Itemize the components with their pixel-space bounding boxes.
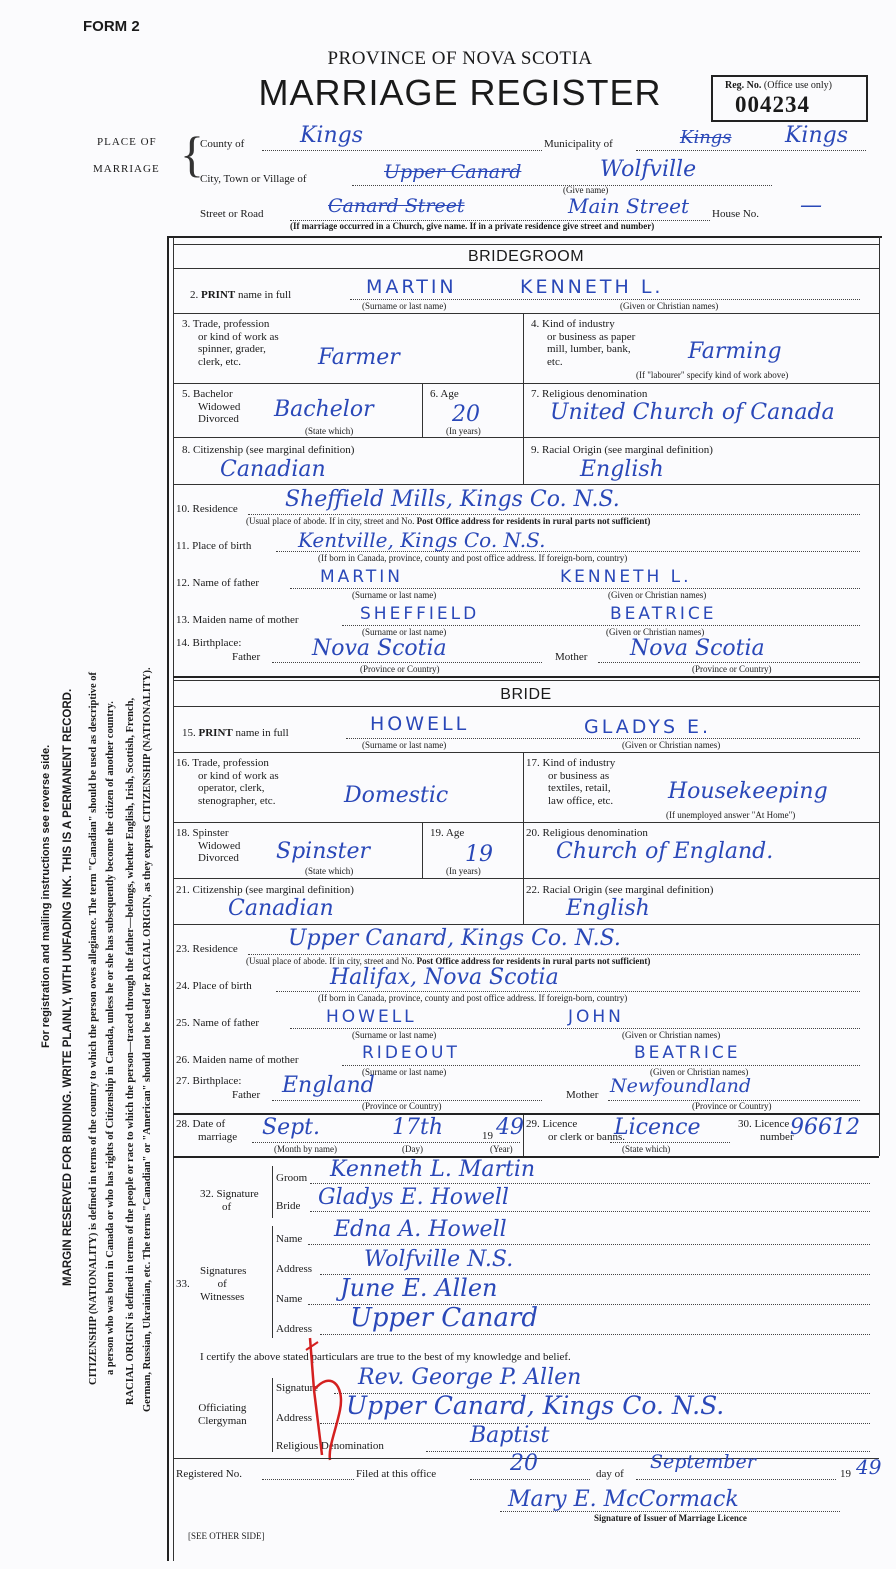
groom-trade-label-4: clerk, etc.	[198, 355, 242, 368]
groom-bp-mother-caption: (Province or Country)	[692, 664, 772, 674]
bride-industry-label-3: textiles, retail,	[548, 782, 611, 794]
groom-industry-label-1: 4. Kind of industry	[531, 318, 615, 330]
margin-def-4: German, Russian, Ukrainian, etc. The terms "Canadian" or "American" should not be used for RACIAL ORIGIN, as they express CITIZENSHIP (NATIONALITY).	[142, 667, 153, 1412]
bridegroom-heading: BRIDEGROOM	[467, 248, 585, 265]
clergy-label-2: Clergyman	[198, 1415, 247, 1427]
clergy-address: Upper Canard, Kings Co. N.S.	[346, 1391, 725, 1420]
groom-name-label: name in full	[237, 289, 292, 301]
clergy-label-1: Officiating	[198, 1402, 247, 1414]
bride-status-label-2: Widowed	[198, 839, 241, 852]
bride-mother-label: 26. Maiden name of mother	[176, 1054, 299, 1066]
bride-father-given: JOHN	[568, 1007, 624, 1027]
bride-given: GLADYS E.	[584, 716, 712, 738]
groom-mother-given-caption: (Given or Christian names)	[606, 627, 705, 637]
groom-industry-label-3: mill, lumber, bank,	[547, 343, 631, 355]
groom-given: KENNETH L.	[520, 276, 664, 298]
form-label: FORM 2	[83, 18, 140, 35]
reg-office-note: (Office use only)	[763, 80, 833, 91]
groom-mother-surname-caption: (Surname or last name)	[362, 627, 447, 637]
bride-name-print: PRINT	[198, 727, 233, 739]
bride-sig-label: Bride	[276, 1200, 301, 1212]
city-struck: Upper Canard	[384, 161, 522, 183]
bride-trade-label-2: or kind of work as	[198, 769, 279, 782]
groom-name-num: 2.	[190, 289, 199, 301]
bride-age-label: 19. Age	[430, 827, 465, 839]
groom-industry-label-4: etc.	[547, 355, 563, 368]
bride-status-caption: (State which)	[305, 866, 354, 876]
bride-residence-caption-bold: Post Office address for residents in rural parts not sufficient)	[416, 956, 651, 966]
bride-residence: Upper Canard, Kings Co. N.S.	[288, 926, 621, 951]
house-value: —	[800, 193, 822, 218]
margin-def-2: a person who was born in Canada or who has rights of Citizenship in Canada, unless he or she has subsequently become the citizen of another country.	[105, 701, 116, 1375]
registered-label: Registered No.	[176, 1468, 242, 1480]
bride-industry: Housekeeping	[668, 779, 828, 804]
bride-industry-caption: (If unemployed answer "At Home")	[666, 810, 796, 820]
bride-bp-mother-caption: (Province or Country)	[692, 1101, 772, 1111]
groom-status-label-1: 5. Bachelor	[182, 388, 233, 400]
house-label: House No.	[712, 208, 760, 220]
issuer-signature: Mary E. McCormack	[508, 1487, 739, 1512]
groom-industry: Farming	[688, 339, 782, 364]
bride-bp-mother-label: Mother	[566, 1089, 599, 1101]
municipality-label: Municipality of	[544, 138, 613, 150]
page-title: MARRIAGE REGISTER	[258, 72, 662, 113]
bride-bp-father: England	[282, 1073, 375, 1098]
w2-address-label: Address	[276, 1323, 313, 1335]
groom-trade-label-3: spinner, grader,	[198, 343, 266, 355]
bride-racial-label: 22. Racial Origin (see marginal definition)	[526, 884, 714, 896]
county-label: County of	[200, 138, 245, 150]
issuer-caption: Signature of Issuer of Marriage Licence	[594, 1513, 747, 1523]
sig-num: 32.	[200, 1188, 214, 1200]
groom-father-label: 12. Name of father	[176, 577, 260, 589]
bride-signature: Gladys E. Howell	[318, 1185, 509, 1210]
groom-bp-label: 14. Birthplace:	[176, 637, 242, 649]
witness-num: 33.	[176, 1278, 190, 1290]
groom-residence-label: 10. Residence	[176, 503, 238, 515]
bride-father-given-caption: (Given or Christian names)	[622, 1030, 721, 1040]
w1-name-label: Name	[276, 1233, 303, 1245]
filed-year-prefix: 19	[840, 1468, 851, 1480]
groom-status-label-3: Divorced	[198, 413, 239, 425]
licence-type: Licence	[614, 1115, 701, 1140]
province-heading: PROVINCE OF NOVA SCOTIA	[327, 48, 593, 69]
bride-status-label-1: 18. Spinster	[176, 827, 229, 839]
groom-age-label: 6. Age	[430, 388, 459, 400]
groom-bp-father: Nova Scotia	[312, 636, 447, 661]
groom-trade-label-2: or kind of work as	[198, 330, 279, 343]
date-label-2: marriage	[198, 1131, 238, 1143]
witness-2-address: Upper Canard	[350, 1303, 538, 1333]
marriage-month: Sept.	[262, 1115, 321, 1140]
groom-birth: Kentville, Kings Co. N.S.	[298, 528, 546, 552]
street-label: Street or Road	[200, 208, 264, 220]
licence-label: 29. Licence	[526, 1118, 578, 1130]
groom-surname: MARTIN	[366, 276, 457, 298]
groom-birth-label: 11. Place of birth	[176, 540, 252, 552]
witness-label-3: Witnesses	[200, 1291, 245, 1303]
groom-bp-father-label: Father	[232, 651, 261, 663]
bride-birth-label: 24. Place of birth	[176, 980, 252, 992]
bride-industry-label-4: law office, etc.	[548, 794, 614, 807]
bride-residence-caption: (Usual place of abode. If in city, street and No.	[246, 956, 415, 966]
filed-day: 20	[510, 1451, 538, 1476]
bride-racial: English	[566, 896, 650, 921]
licence-label-2: or clerk or banns.	[548, 1131, 625, 1143]
bride-age-caption: (In years)	[446, 866, 481, 876]
city-value: Wolfville	[600, 157, 697, 182]
margin-def-1: CITIZENSHIP (NATIONALITY) is defined in terms of the country to which the person owes allegiance. The term "Canadian" should be used as descriptive of	[88, 671, 99, 1385]
groom-signature: Kenneth L. Martin	[330, 1157, 536, 1182]
clergy-signature: Rev. George P. Allen	[358, 1365, 582, 1390]
clergy-addr-label: Address	[276, 1412, 313, 1424]
bride-trade: Domestic	[344, 783, 449, 808]
clergy-rel-label: Religious Denomination	[276, 1440, 384, 1452]
groom-bp-mother: Nova Scotia	[630, 636, 765, 661]
groom-industry-label-2: or business as paper	[547, 330, 636, 343]
street-struck: Canard Street	[328, 195, 465, 217]
bride-status: Spinster	[276, 839, 371, 864]
groom-residence-caption-bold: Post Office address for residents in rural parts not sufficient)	[416, 516, 651, 526]
witness-1-address: Wolfville N.S.	[364, 1247, 514, 1272]
place-side-label-1: PLACE OF	[97, 136, 157, 148]
bride-mother-given-caption: (Given or Christian names)	[650, 1067, 749, 1077]
groom-racial-label: 9. Racial Origin (see marginal definition)	[531, 444, 713, 456]
bride-bp-mother: Newfoundland	[610, 1075, 752, 1097]
bride-residence-label: 23. Residence	[176, 943, 238, 955]
margin-def-3: RACIAL ORIGIN is defined in terms of the people or race to which the person—traced through the father—belongs, whether English, Irish, Scottish, French,	[125, 697, 136, 1405]
place-note: (If marriage occurred in a Church, give name. If in a private residence give street and number)	[290, 221, 655, 231]
bride-trade-label-1: 16. Trade, profession	[176, 757, 269, 769]
bride-religion: Church of England.	[556, 839, 774, 864]
municipality-struck: Kings	[680, 127, 732, 148]
reg-label: Reg. No.	[725, 80, 762, 91]
w2-name-label: Name	[276, 1293, 303, 1305]
bride-citizenship: Canadian	[228, 896, 334, 921]
bride-industry-label-1: 17. Kind of industry	[526, 757, 616, 769]
groom-bp-father-caption: (Province or Country)	[360, 664, 440, 674]
certify-text: I certify the above stated particulars are true to the best of my knowledge and belief.	[200, 1351, 571, 1363]
bride-heading: BRIDE	[500, 686, 552, 703]
bride-trade-label-3: operator, clerk,	[198, 782, 265, 794]
groom-religion: United Church of Canada	[550, 400, 835, 425]
clergy-religion: Baptist	[470, 1423, 550, 1448]
bride-mother-surname-caption: (Surname or last name)	[362, 1067, 447, 1077]
bride-father-label: 25. Name of father	[176, 1017, 260, 1029]
bride-religion-label: 20. Religious denomination	[526, 827, 648, 839]
licence-caption: (State which)	[622, 1144, 671, 1154]
marriage-year-prefix: 19	[482, 1130, 493, 1142]
street-value: Main Street	[568, 194, 690, 218]
city-label: City, Town or Village of	[200, 173, 307, 185]
bride-age: 19	[465, 842, 493, 867]
bride-given-caption: (Given or Christian names)	[622, 740, 721, 750]
year-caption: (Year)	[490, 1144, 513, 1154]
sig-label-2: of	[222, 1201, 232, 1213]
sig-label-1: Signature	[216, 1188, 259, 1200]
groom-birth-caption: (If born in Canada, province, county and post office address. If foreign-born, country)	[318, 553, 628, 563]
bride-mother-surname: RIDEOUT	[362, 1043, 460, 1063]
groom-industry-caption: (If "labourer" specify kind of work above)	[636, 370, 789, 380]
groom-mother-given: BEATRICE	[610, 604, 717, 624]
bride-father-surname: HOWELL	[326, 1007, 417, 1027]
bride-birth-caption: (If born in Canada, province, county and post office address. If foreign-born, country)	[318, 993, 628, 1003]
groom-status-label-2: Widowed	[198, 400, 241, 413]
day-of-label: day of	[596, 1468, 624, 1480]
city-caption: (Give name)	[563, 185, 609, 195]
w1-address-label: Address	[276, 1263, 313, 1275]
groom-religion-label: 7. Religious denomination	[531, 388, 648, 400]
bride-trade-label-4: stenographer, etc.	[198, 794, 276, 807]
groom-trade-label-1: 3. Trade, profession	[182, 318, 270, 330]
bride-bp-label: 27. Birthplace:	[176, 1075, 242, 1087]
municipality-value: Kings	[785, 123, 849, 148]
reg-number: 004234	[735, 92, 810, 117]
date-label: 28. Date of	[176, 1118, 226, 1130]
groom-age-caption: (In years)	[446, 426, 481, 436]
groom-status-caption: (State which)	[305, 426, 354, 436]
bride-bp-father-caption: (Province or Country)	[362, 1101, 442, 1111]
filed-label: Filed at this office	[356, 1468, 437, 1480]
margin-binding: MARGIN RESERVED FOR BINDING. WRITE PLAINLY, WITH UNFADING INK. THIS IS A PERMANENT RECORD.	[62, 688, 74, 1286]
witness-label-1: Signatures	[200, 1265, 247, 1277]
witness-2-name: June E. Allen	[340, 1274, 498, 1302]
groom-father-surname-caption: (Surname or last name)	[352, 590, 437, 600]
licence-number: 96612	[790, 1115, 860, 1140]
groom-father-given: KENNETH L.	[560, 567, 692, 587]
marriage-day: 17th	[392, 1115, 444, 1140]
place-brace: {	[180, 126, 204, 182]
groom-citizenship: Canadian	[220, 457, 326, 482]
groom-mother-label: 13. Maiden name of mother	[176, 614, 299, 626]
place-side-label-2: MARRIAGE	[93, 163, 160, 175]
groom-surname-caption: (Surname or last name)	[362, 301, 447, 311]
bride-surname: HOWELL	[370, 713, 470, 735]
clergy-sig-label: Signature	[276, 1382, 319, 1394]
margin-instructions: For registration and mailing instructions see reverse side.	[40, 744, 52, 1048]
bride-mother-given: BEATRICE	[634, 1043, 741, 1063]
bride-name-label: name in full	[235, 727, 289, 739]
bride-industry-label-2: or business as	[548, 769, 610, 782]
bride-surname-caption: (Surname or last name)	[362, 740, 447, 750]
witness-label-2: of	[217, 1278, 227, 1290]
groom-sig-label: Groom	[276, 1172, 308, 1184]
marriage-year: 49	[496, 1115, 524, 1140]
licence-number-label-2: number	[760, 1131, 794, 1143]
groom-citizenship-label: 8. Citizenship (see marginal definition)	[182, 444, 355, 456]
red-check-mark	[300, 1330, 360, 1465]
groom-mother-surname: SHEFFIELD	[360, 604, 480, 624]
witness-1-name: Edna A. Howell	[334, 1217, 507, 1242]
county-value: Kings	[300, 123, 364, 148]
filed-year: 49	[856, 1455, 882, 1479]
groom-status: Bachelor	[274, 397, 374, 422]
see-other-side: [SEE OTHER SIDE]	[188, 1531, 265, 1541]
groom-given-caption: (Given or Christian names)	[620, 301, 719, 311]
groom-age: 20	[452, 402, 480, 427]
month-caption: (Month by name)	[274, 1144, 337, 1154]
bride-status-label-3: Divorced	[198, 852, 239, 864]
day-caption: (Day)	[402, 1144, 423, 1154]
bride-birth: Halifax, Nova Scotia	[330, 965, 559, 990]
groom-father-surname: MARTIN	[320, 567, 403, 587]
bride-bp-father-label: Father	[232, 1089, 261, 1101]
bride-citizenship-label: 21. Citizenship (see marginal definition)	[176, 884, 354, 896]
groom-residence-caption: (Usual place of abode. If in city, street and No.	[246, 516, 415, 526]
reg-number-box	[711, 75, 868, 122]
bride-name-num: 15.	[182, 727, 196, 739]
licence-number-label: 30. Licence	[738, 1118, 790, 1130]
filed-month: September	[650, 1451, 756, 1473]
groom-residence: Sheffield Mills, Kings Co. N.S.	[285, 487, 620, 512]
groom-bp-mother-label: Mother	[555, 651, 588, 663]
groom-trade: Farmer	[318, 345, 400, 370]
groom-racial: English	[580, 457, 664, 482]
groom-father-given-caption: (Given or Christian names)	[608, 590, 707, 600]
groom-name-print: PRINT	[201, 289, 236, 301]
bride-father-surname-caption: (Surname or last name)	[352, 1030, 437, 1040]
